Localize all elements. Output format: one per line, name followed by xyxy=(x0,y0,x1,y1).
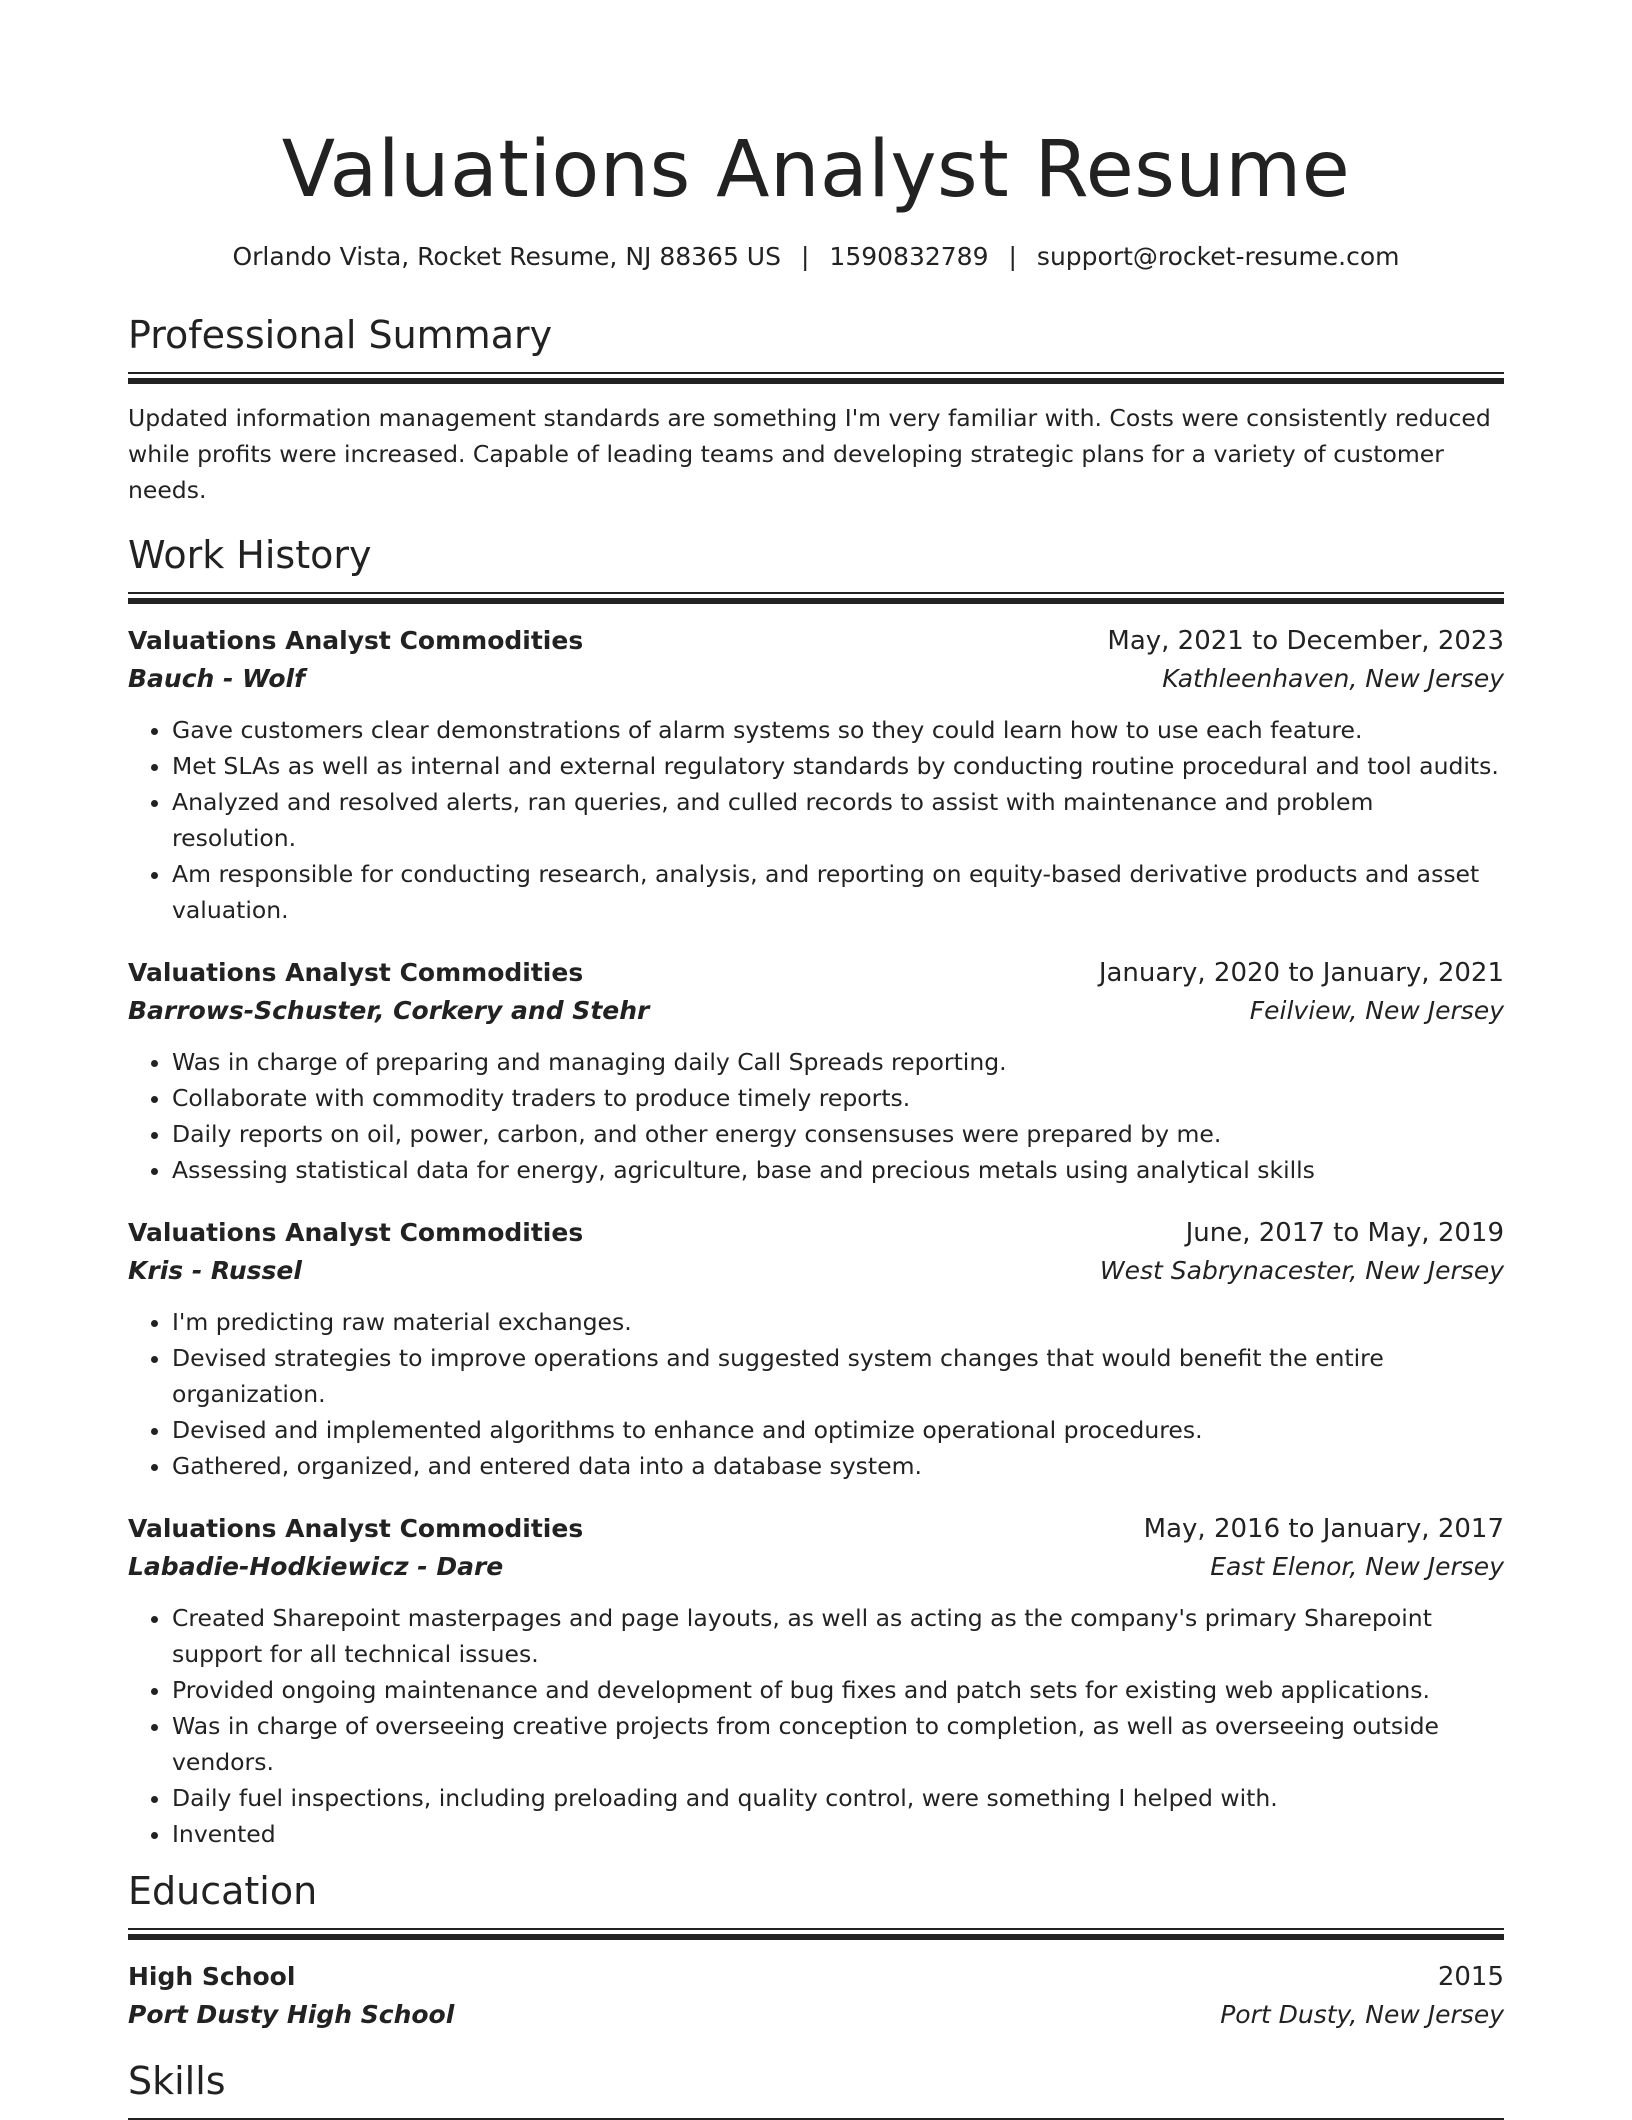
job-bullet: • Assessing statistical data for energy, agriculture, base and precious metals using analytical skills xyxy=(172,1152,1504,1188)
job-location: Feilview, New Jersey xyxy=(1249,996,1504,1025)
education-entry xyxy=(128,1958,1504,2034)
job-employer: Bauch - Wolf xyxy=(128,664,305,693)
job-title: Valuations Analyst Commodities xyxy=(128,1514,584,1543)
job-title: Valuations Analyst Commodities xyxy=(128,626,584,655)
education-location: Port Dusty, New Jersey xyxy=(1220,2000,1504,2029)
job-location: West Sabrynacester, New Jersey xyxy=(1099,1256,1504,1285)
section-title-work-history: Work History xyxy=(128,533,372,577)
section-divider xyxy=(128,1928,1504,1940)
job-dates: May, 2016 to January, 2017 xyxy=(1143,1514,1504,1544)
education-year: 2015 xyxy=(1437,1962,1504,1992)
contact-email: support@rocket-resume.com xyxy=(1036,242,1400,271)
job-location: Kathleenhaven, New Jersey xyxy=(1162,664,1504,693)
job-bullet: • I'm predicting raw material exchanges. xyxy=(172,1304,1504,1340)
job-bullet: • Created Sharepoint masterpages and page layouts, as well as acting as the company's primary Sharepoint support for all technical issues. xyxy=(172,1600,1504,1672)
job-bullet-list xyxy=(128,1044,1504,1188)
job-location: East Elenor, New Jersey xyxy=(1210,1552,1504,1581)
job-bullet: • Gathered, organized, and entered data into a database system. xyxy=(172,1448,1504,1484)
education-school: Port Dusty High School xyxy=(128,2000,455,2029)
job-bullet: • Am responsible for conducting research, analysis, and reporting on equity-based derivative products and asset valuation. xyxy=(172,856,1504,928)
job-dates: June, 2017 to May, 2019 xyxy=(1185,1218,1504,1248)
job-entry xyxy=(128,1510,1504,1852)
section-title-skills: Skills xyxy=(128,2059,226,2103)
section-divider xyxy=(128,592,1504,604)
resume-page xyxy=(128,0,1504,2120)
job-employer: Barrows-Schuster, Corkery and Stehr xyxy=(128,996,650,1025)
job-employer: Kris - Russel xyxy=(128,1256,302,1285)
job-bullet-list xyxy=(128,1304,1504,1484)
job-bullet-list xyxy=(128,1600,1504,1852)
job-title: Valuations Analyst Commodities xyxy=(128,1218,584,1247)
job-entry xyxy=(128,954,1504,1188)
contact-address: Orlando Vista, Rocket Resume, NJ 88365 US xyxy=(232,242,781,271)
job-bullet: • Gave customers clear demonstrations of alarm systems so they could learn how to use each feature. xyxy=(172,712,1504,748)
section-divider xyxy=(128,372,1504,384)
resume-name-heading: Valuations Analyst Resume xyxy=(281,125,1351,215)
job-entry xyxy=(128,622,1504,928)
job-bullet-list xyxy=(128,712,1504,928)
job-bullet: • Daily fuel inspections, including preloading and quality control, were something I helped with. xyxy=(172,1780,1504,1816)
job-bullet: • Devised and implemented algorithms to enhance and optimize operational procedures. xyxy=(172,1412,1504,1448)
contact-phone: 1590832789 xyxy=(829,242,989,271)
job-bullet: • Daily reports on oil, power, carbon, and other energy consensuses were prepared by me. xyxy=(172,1116,1504,1152)
contact-separator: | xyxy=(800,242,810,271)
summary-text: Updated information management standards are something I'm very familiar with. Costs were consistently reduced while profits were increased. Capable of leading teams and developing strategic plans for a variety of customer needs. xyxy=(128,404,1491,504)
job-bullet: • Was in charge of preparing and managing daily Call Spreads reporting. xyxy=(172,1044,1504,1080)
job-bullet: • Invented xyxy=(172,1816,1504,1852)
section-title-summary: Professional Summary xyxy=(128,313,553,357)
job-title: Valuations Analyst Commodities xyxy=(128,958,584,987)
job-bullet: • Provided ongoing maintenance and development of bug fixes and patch sets for existing web applications. xyxy=(172,1672,1504,1708)
contact-line xyxy=(128,240,1504,274)
job-entry xyxy=(128,1214,1504,1484)
job-dates: May, 2021 to December, 2023 xyxy=(1107,626,1504,656)
job-employer: Labadie-Hodkiewicz - Dare xyxy=(128,1552,504,1581)
job-bullet: • Met SLAs as well as internal and external regulatory standards by conducting routine procedural and tool audits. xyxy=(172,748,1504,784)
job-bullet: • Analyzed and resolved alerts, ran queries, and culled records to assist with maintenance and problem resolution. xyxy=(172,784,1504,856)
job-bullet: • Collaborate with commodity traders to produce timely reports. xyxy=(172,1080,1504,1116)
job-bullet: • Was in charge of overseeing creative projects from conception to completion, as well as overseeing outside vendors. xyxy=(172,1708,1504,1780)
section-title-education: Education xyxy=(128,1869,318,1913)
job-dates: January, 2020 to January, 2021 xyxy=(1098,958,1504,988)
job-bullet: • Devised strategies to improve operations and suggested system changes that would benefit the entire organization. xyxy=(172,1340,1504,1412)
education-degree: High School xyxy=(128,1962,296,1991)
contact-separator: | xyxy=(1008,242,1017,271)
